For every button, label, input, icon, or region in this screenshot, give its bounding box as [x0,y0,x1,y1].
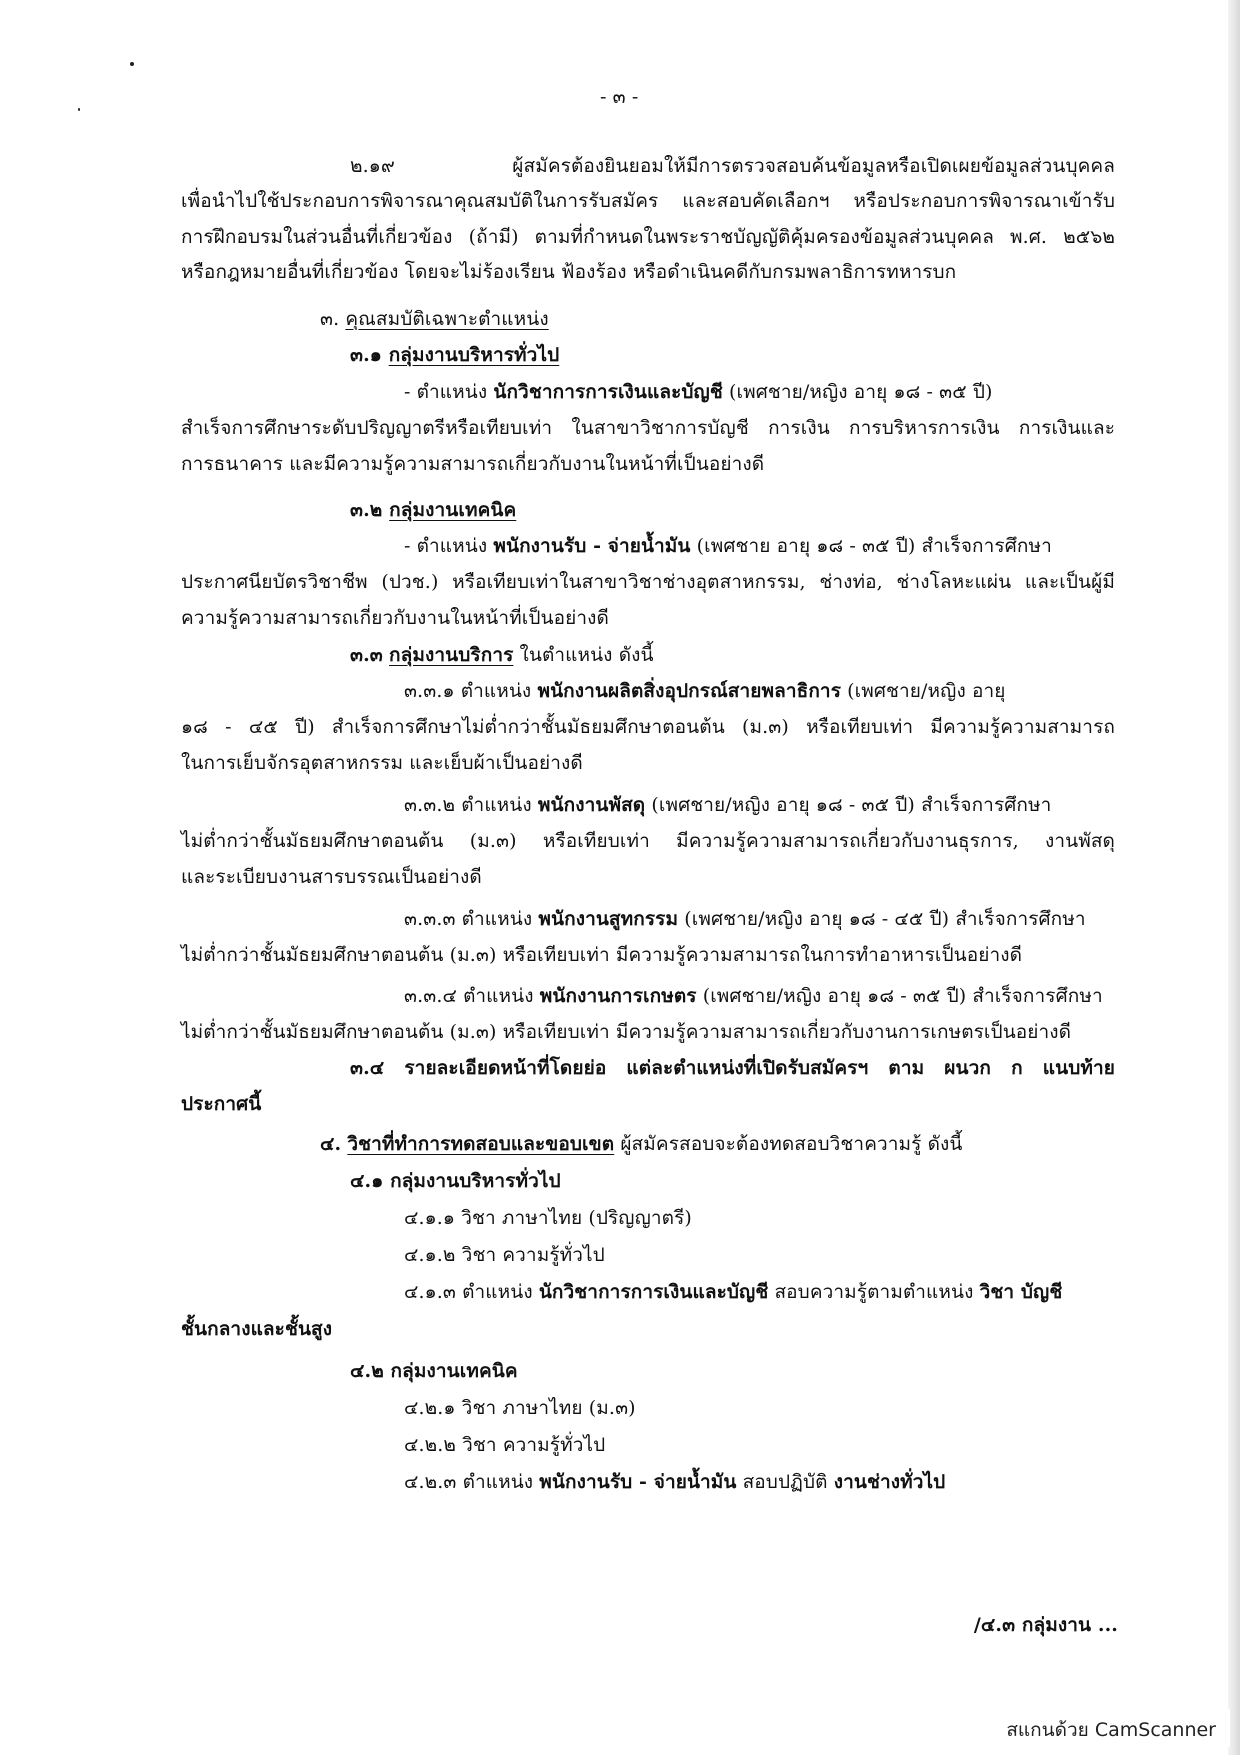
exam-type: สอบความรู้ตามตำแหน่ง [774,1281,974,1303]
position-name: พนักงานรับ - จ่ายน้ำมัน [493,535,691,557]
section-3-2-number: ๓.๒ [350,499,383,521]
position-name: พนักงานสูทกรรม [538,908,679,930]
position-name: พนักงานพัสดุ [537,794,646,816]
para-2-19-line1: ๒.๑๙ ผู้สมัครต้องยินยอมให้มีการตรวจสอบค้นข้อมูลหรือเปิดเผยข้อมูลส่วนบุคคล [350,155,1115,177]
section-4-2-2: ๔.๒.๒ วิชา ความรู้ทั่วไป [404,1434,606,1456]
section-3-3-3-line2: ไม่ต่ำกว่าชั้นมัธยมศึกษาตอนต้น (ม.๓) หรือเทียบเท่า มีความรู้ความสามารถในการทำอาหารเป็นอย่างดี [181,944,1023,966]
section-3-4-line2: ประกาศนี้ [181,1093,262,1115]
position-name: พนักงานรับ - จ่ายน้ำมัน [539,1471,737,1493]
page-number: - ๓ - [600,86,639,108]
section-3-number: ๓. [320,308,340,330]
section-3-title: คุณสมบัติเฉพาะตำแหน่ง [345,308,549,330]
position-name: พนักงานผลิตสิ่งอุปกรณ์สายพลาธิการ [537,680,842,702]
position-label: ๓.๓.๒ ตำแหน่ง [404,794,532,816]
position-label: - ตำแหน่ง [404,535,488,557]
para-2-19-line2: เพื่อนำไปใช้ประกอบการพิจารณาคุณสมบัติในการรับสมัคร และสอบคัดเลือกฯ หรือประกอบการพิจารณาเข้ารับ [181,190,1115,212]
position-criteria: (เพศชาย อายุ ๑๘ - ๓๕ ปี) สำเร็จการศึกษา [696,535,1052,557]
section-3-2-heading [350,497,516,523]
section-3-1-title: กลุ่มงานบริหารทั่วไป [388,344,560,366]
position-label: ๔.๑.๓ ตำแหน่ง [404,1281,533,1303]
section-4-1-heading: ๔.๑ กลุ่มงานบริหารทั่วไป [350,1170,561,1192]
position-label: ๓.๓.๑ ตำแหน่ง [404,680,532,702]
section-3-3-title: กลุ่มงานบริการ [389,644,514,666]
section-4-1-3-line2: ชั้นกลางและชั้นสูง [181,1318,333,1340]
camscanner-watermark [940,1709,1230,1747]
section-3-3-2-line1 [404,792,1051,818]
section-3-3-heading [350,642,654,668]
section-3-3-3-line1 [404,906,1086,932]
position-label: - ตำแหน่ง [404,381,488,403]
exam-subject: งานช่างทั่วไป [833,1471,946,1493]
section-3-2-line2: ประกาศนียบัตรวิชาชีพ (ปวช.) หรือเทียบเท่าในสาขาวิชาช่างอุตสาหกรรม, ช่างท่อ, ช่างโลหะแผ่น และเป็นผู้มี [181,571,1115,593]
position-criteria: (เพศชาย/หญิง อายุ ๑๘ - ๔๕ ปี) สำเร็จการศึกษา [684,908,1086,930]
section-3-3-4-line1 [404,983,1103,1009]
section-4-2-1: ๔.๒.๑ วิชา ภาษาไทย (ม.๓) [404,1397,636,1419]
section-3-1-heading [350,342,559,368]
section-4-heading [320,1131,963,1157]
section-3-3-rest: ในตำแหน่ง ดังนี้ [519,644,654,666]
position-label: ๓.๓.๓ ตำแหน่ง [404,908,533,930]
section-3-3-1-line2: ๑๘ - ๔๕ ปี) สำเร็จการศึกษาไม่ต่ำกว่าชั้นมัธยมศึกษาตอนต้น (ม.๓) หรือเทียบเท่า มีความรู้ความสามารถ [181,716,1115,738]
position-criteria: (เพศชาย/หญิง อายุ ๑๘ - ๓๕ ปี) [728,381,993,403]
section-4-rest: ผู้สมัครสอบจะต้องทดสอบวิชาความรู้ ดังนี้ [620,1133,963,1155]
section-4-number: ๔. [320,1133,342,1155]
position-label: ๔.๒.๓ ตำแหน่ง [404,1471,534,1493]
section-3-2-line3: ความรู้ความสามารถเกี่ยวกับงานในหน้าที่เป็นอย่างดี [181,607,609,629]
section-3-2-line1 [404,533,1052,559]
section-3-3-1-line1 [404,678,1006,704]
position-name: พนักงานการเกษตร [539,985,697,1007]
section-3-1-line3: การธนาคาร และมีความรู้ความสามารถเกี่ยวกับงานในหน้าที่เป็นอย่างดี [181,453,765,475]
section-3-3-2-line2: ไม่ต่ำกว่าชั้นมัธยมศึกษาตอนต้น (ม.๓) หรือเทียบเท่า มีความรู้ความสามารถเกี่ยวกับงานธุรการ, งานพัสดุ [181,830,1115,852]
continuation-note: /๔.๓ กลุ่มงาน ... [973,1614,1118,1636]
section-3-1-number: ๓.๑ [350,344,382,366]
position-criteria: (เพศชาย/หญิง อายุ ๑๘ - ๓๕ ปี) สำเร็จการศึกษา [702,985,1103,1007]
exam-subject: วิชา บัญชี [979,1281,1063,1303]
section-4-2-3 [404,1469,945,1495]
section-3-3-1-line3: ในการเย็บจักรอุตสาหกรรม และเย็บผ้าเป็นอย่างดี [181,752,583,774]
para-2-19-line3: การฝึกอบรมในส่วนอื่นที่เกี่ยวข้อง (ถ้ามี) ตามที่กำหนดในพระราชบัญญัติคุ้มครองข้อมูลส่วนบุคคล พ.ศ. ๒๕๖๒ [181,226,1115,248]
section-3-3-4-line2: ไม่ต่ำกว่าชั้นมัธยมศึกษาตอนต้น (ม.๓) หรือเทียบเท่า มีความรู้ความสามารถเกี่ยวกับงานการเกษตรเป็นอย่างดี [181,1021,1072,1043]
section-3-2-title: กลุ่มงานเทคนิค [389,499,517,521]
position-label: ๓.๓.๔ ตำแหน่ง [404,985,534,1007]
section-4-2-heading: ๔.๒ กลุ่มงานเทคนิค [350,1360,518,1382]
section-3-4-line1: ๓.๔ รายละเอียดหน้าที่โดยย่อ แต่ละตำแหน่งที่เปิดรับสมัครฯ ตาม ผนวก ก แนบท้าย [350,1057,1115,1079]
scan-speck [78,108,80,111]
position-name: นักวิชาการการเงินและบัญชี [538,1281,769,1303]
scan-speck [130,62,134,66]
section-3-3-number: ๓.๓ [350,644,383,666]
section-3-1-line2: สำเร็จการศึกษาระดับปริญญาตรีหรือเทียบเท่า ในสาขาวิชาการบัญชี การเงิน การบริหารการเงิน การเงินและ [181,417,1115,439]
position-criteria: (เพศชาย/หญิง อายุ ๑๘ - ๓๕ ปี) สำเร็จการศึกษา [651,794,1052,816]
section-3-3-2-line3: และระเบียบงานสารบรรณเป็นอย่างดี [181,866,482,888]
section-4-1-1: ๔.๑.๑ วิชา ภาษาไทย (ปริญญาตรี) [404,1207,692,1229]
section-3-1-line1 [404,379,993,405]
exam-type: สอบปฏิบัติ [742,1471,828,1493]
scan-edge-shadow [1228,0,1240,1755]
section-3-heading [320,306,549,332]
position-criteria: (เพศชาย/หญิง อายุ [847,680,1006,702]
section-4-1-3-line1 [404,1279,1062,1305]
position-name: นักวิชาการการเงินและบัญชี [493,381,723,403]
camscanner-text: สแกนด้วย CamScanner [1006,1719,1216,1741]
section-4-title: วิชาที่ทำการทดสอบและขอบเขต [347,1133,615,1155]
para-2-19-line4: หรือกฎหมายอื่นที่เกี่ยวข้อง โดยจะไม่ร้องเรียน ฟ้องร้อง หรือดำเนินคดีกับกรมพลาธิการทหารบก [181,261,957,283]
section-4-1-2: ๔.๑.๒ วิชา ความรู้ทั่วไป [404,1244,605,1266]
